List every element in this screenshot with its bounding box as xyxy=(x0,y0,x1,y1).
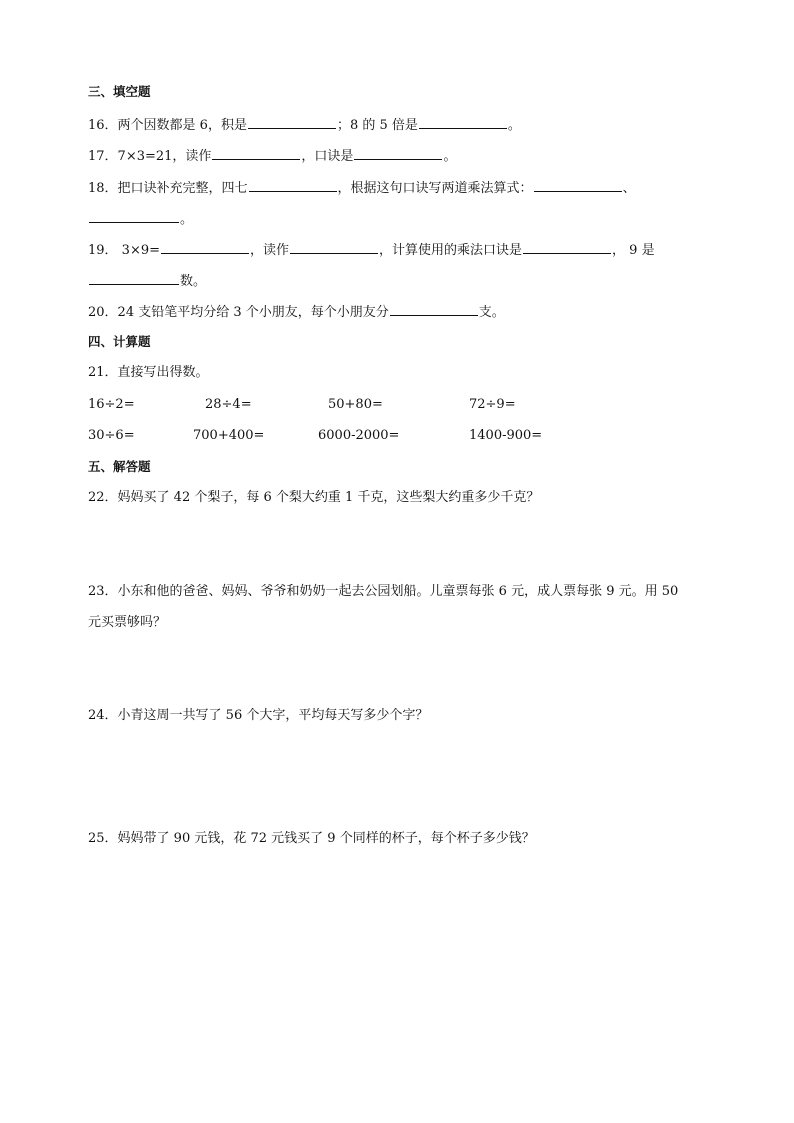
question-16 xyxy=(88,115,521,135)
q19-text-c: ，计算使用的乘法口诀是 xyxy=(379,243,523,258)
calc-item: 30÷6= xyxy=(88,428,135,443)
q19-blank-2[interactable] xyxy=(290,240,378,254)
q19-text-d: ， 9 是 xyxy=(612,243,655,258)
q19-blank-1[interactable] xyxy=(161,240,249,254)
question-23-line-1: 23．小东和他的爸爸、妈妈、爷爷和奶奶一起去公园划船。儿童票每张 6 元，成人票每张 9 元。用 50 xyxy=(88,584,679,599)
q17-blank-1[interactable] xyxy=(212,146,300,160)
q16-text-c: 。 xyxy=(507,118,521,133)
q19-blank-3[interactable] xyxy=(523,240,611,254)
q16-text-b: ；8 的 5 倍是 xyxy=(336,118,418,133)
calc-item: 700+400= xyxy=(193,428,265,443)
calc-item: 6000-2000= xyxy=(318,428,400,443)
q18-blank-2[interactable] xyxy=(534,178,622,192)
q19-blank-4[interactable] xyxy=(89,271,179,285)
q20-text-b: 支。 xyxy=(478,305,505,320)
section-heading-calculation: 四、计算题 xyxy=(88,334,151,349)
q16-blank-1[interactable] xyxy=(248,115,336,129)
q16-blank-2[interactable] xyxy=(419,115,507,129)
question-24: 24．小青这周一共写了 56 个大字，平均每天写多少个字？ xyxy=(88,708,429,723)
question-21-prompt: 21．直接写出得数。 xyxy=(88,365,209,380)
calc-item: 1400-900= xyxy=(469,428,543,443)
q19-text-e: 数。 xyxy=(180,274,207,289)
question-20 xyxy=(88,302,505,322)
question-25: 25．妈妈带了 90 元钱，花 72 元钱买了 9 个同样的杯子，每个杯子多少钱？ xyxy=(88,831,535,846)
q20-text-a: 20．24 支铅笔平均分给 3 个小朋友，每个小朋友分 xyxy=(88,305,389,320)
question-23-line-2: 元买票够吗？ xyxy=(88,615,167,630)
calc-item: 16÷2= xyxy=(88,397,135,412)
q19-text-a: 19． 3×9= xyxy=(88,243,161,258)
q17-text-a: 17．7×3=21，读作 xyxy=(88,149,212,164)
section-heading-word-problems: 五、解答题 xyxy=(88,459,151,474)
q18-text-b: ，根据这句口诀写两道乘法算式： xyxy=(337,181,533,196)
calc-item: 28÷4= xyxy=(205,397,252,412)
section-heading-fill-blank: 三、填空题 xyxy=(88,84,151,99)
q18-text-d: 。 xyxy=(180,212,194,227)
q18-text-c: 、 xyxy=(622,181,636,196)
q18-blank-3[interactable] xyxy=(89,209,179,223)
q19-text-b: ，读作 xyxy=(250,243,290,258)
question-22: 22．妈妈买了 42 个梨子，每 6 个梨大约重 1 千克，这些梨大约重多少千克？ xyxy=(88,490,540,505)
q18-text-a: 18．把口诀补充完整，四七 xyxy=(88,181,248,196)
q17-blank-2[interactable] xyxy=(354,146,442,160)
question-19-line-2 xyxy=(88,271,206,291)
q17-text-b: ，口诀是 xyxy=(301,149,354,164)
q16-text-a: 16．两个因数都是 6，积是 xyxy=(88,118,247,133)
q20-blank-1[interactable] xyxy=(390,302,478,316)
question-18-line-2 xyxy=(88,209,193,229)
question-19-line-1 xyxy=(88,240,655,260)
question-18-line-1 xyxy=(88,178,636,198)
question-17 xyxy=(88,146,456,166)
q17-text-c: 。 xyxy=(443,149,457,164)
calc-item: 50+80= xyxy=(328,397,383,412)
q18-blank-1[interactable] xyxy=(249,178,337,192)
calc-item: 72÷9= xyxy=(469,397,516,412)
